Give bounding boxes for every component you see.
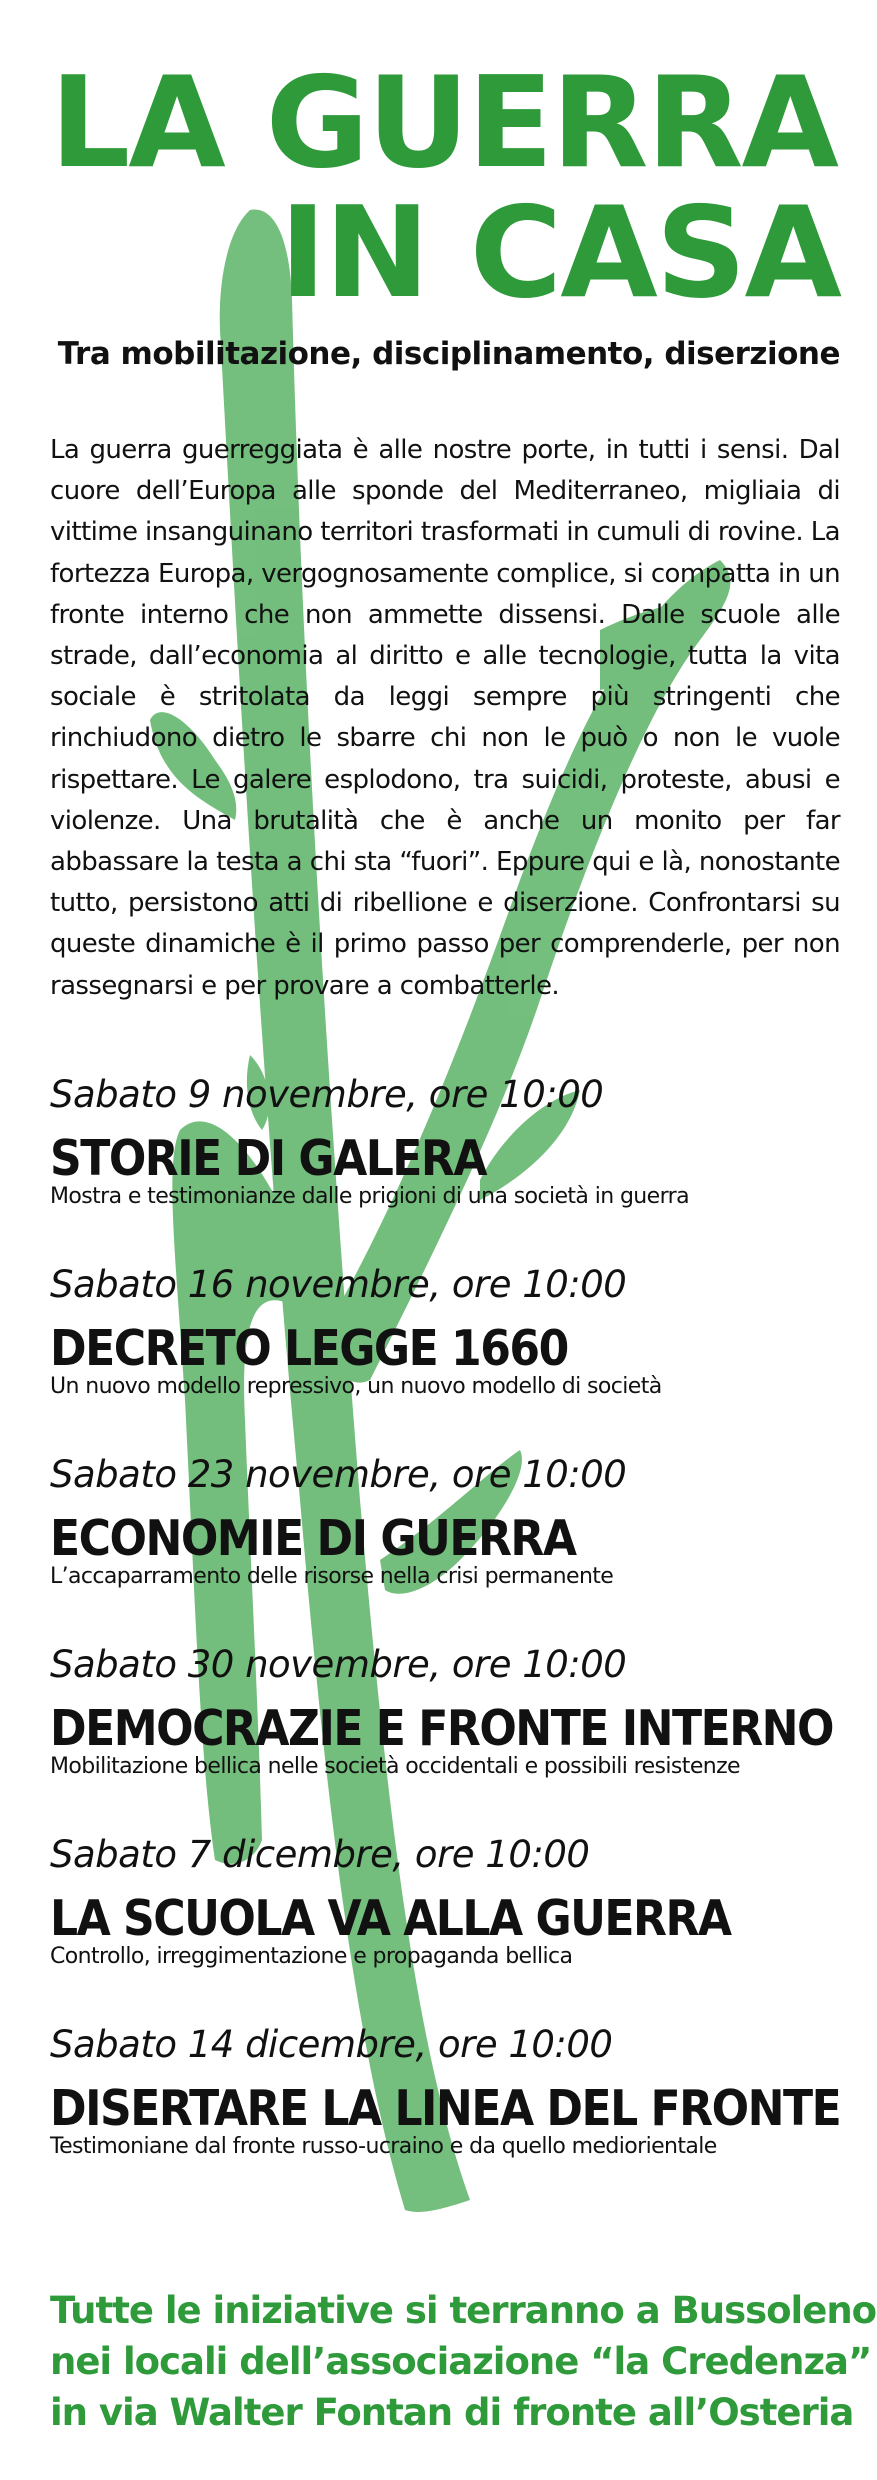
- event-subtitle: Mobilitazione bellica nelle società occidentali e possibili resistenze: [50, 1754, 740, 1779]
- event-subtitle: Un nuovo modello repressivo, un nuovo modello di società: [50, 1374, 662, 1399]
- subtitle: Tra mobilitazione, disciplinamento, diserzione: [57, 336, 840, 372]
- event-subtitle: Controllo, irreggimentazione e propaganda bellica: [50, 1944, 573, 1969]
- event-title: DEMOCRAZIE E FRONTE INTERNO: [50, 1700, 834, 1757]
- footer-line-2: nei locali dell’associazione “la Credenza”: [50, 2340, 872, 2383]
- event-5: [50, 1832, 850, 1970]
- event-2: [50, 1262, 850, 1400]
- footer-line-3: in via Walter Fontan di fronte all’Osteria: [50, 2391, 854, 2434]
- event-title: STORIE DI GALERA: [50, 1130, 486, 1187]
- event-date: Sabato 16 novembre, ore 10:00: [50, 1263, 627, 1306]
- event-date: Sabato 14 dicembre, ore 10:00: [50, 2023, 613, 2066]
- event-title: DISERTARE LA LINEA DEL FRONTE: [50, 2080, 841, 2137]
- event-date: Sabato 30 novembre, ore 10:00: [50, 1643, 627, 1686]
- title-line-1: LA GUERRA: [50, 49, 838, 196]
- event-date: Sabato 7 dicembre, ore 10:00: [50, 1833, 590, 1876]
- event-3: [50, 1452, 850, 1590]
- event-date: Sabato 23 novembre, ore 10:00: [50, 1453, 627, 1496]
- event-6: [50, 2022, 850, 2160]
- event-title: ECONOMIE DI GUERRA: [50, 1510, 576, 1567]
- event-4: [50, 1642, 850, 1780]
- event-subtitle: L’accaparramento delle risorse nella crisi permanente: [50, 1564, 614, 1589]
- event-1: [50, 1072, 850, 1210]
- intro-paragraph: La guerra guerreggiata è alle nostre porte, in tutti i sensi. Dal cuore dell’Europa alle sponde del Mediterraneo, migliaia di vittime insanguinano territori trasformati in cumuli di rovine. La fortezza Europa, vergognosamente complice, si compatta in un fronte interno che non ammette dissensi. Dalle scuole alle strade, dall’economia al diritto e alle tecnologie, tutta la vita sociale è stritolata da leggi sempre più stringenti che rinchiudono dietro le sbarre chi non le può o non le vuole rispettare. Le galere esplodono, tra suicidi, proteste, abusi e violenze. Una brutalità che è anche un monito per far abbassare la testa a chi sta “fuori”. Eppure qui e là, nonostante tutto, persistono atti di ribellione e diserzione. Confrontarsi su queste dinamiche è il primo passo per comprenderle, per non rassegnarsi e per provare a combatterle.: [50, 435, 840, 1001]
- footer-line-1: Tutte le iniziative si terranno a Bussoleno: [50, 2289, 877, 2332]
- title-line-2: IN CASA: [279, 179, 840, 326]
- footer-location: [50, 2285, 877, 2438]
- event-title: DECRETO LEGGE 1660: [50, 1320, 568, 1377]
- event-title: LA SCUOLA VA ALLA GUERRA: [50, 1890, 731, 1947]
- event-subtitle: Testimoniane dal fronte russo-ucraino e da quello mediorientale: [50, 2134, 717, 2159]
- event-subtitle: Mostra e testimonianze dalle prigioni di una società in guerra: [50, 1184, 689, 1209]
- event-date: Sabato 9 novembre, ore 10:00: [50, 1073, 604, 1116]
